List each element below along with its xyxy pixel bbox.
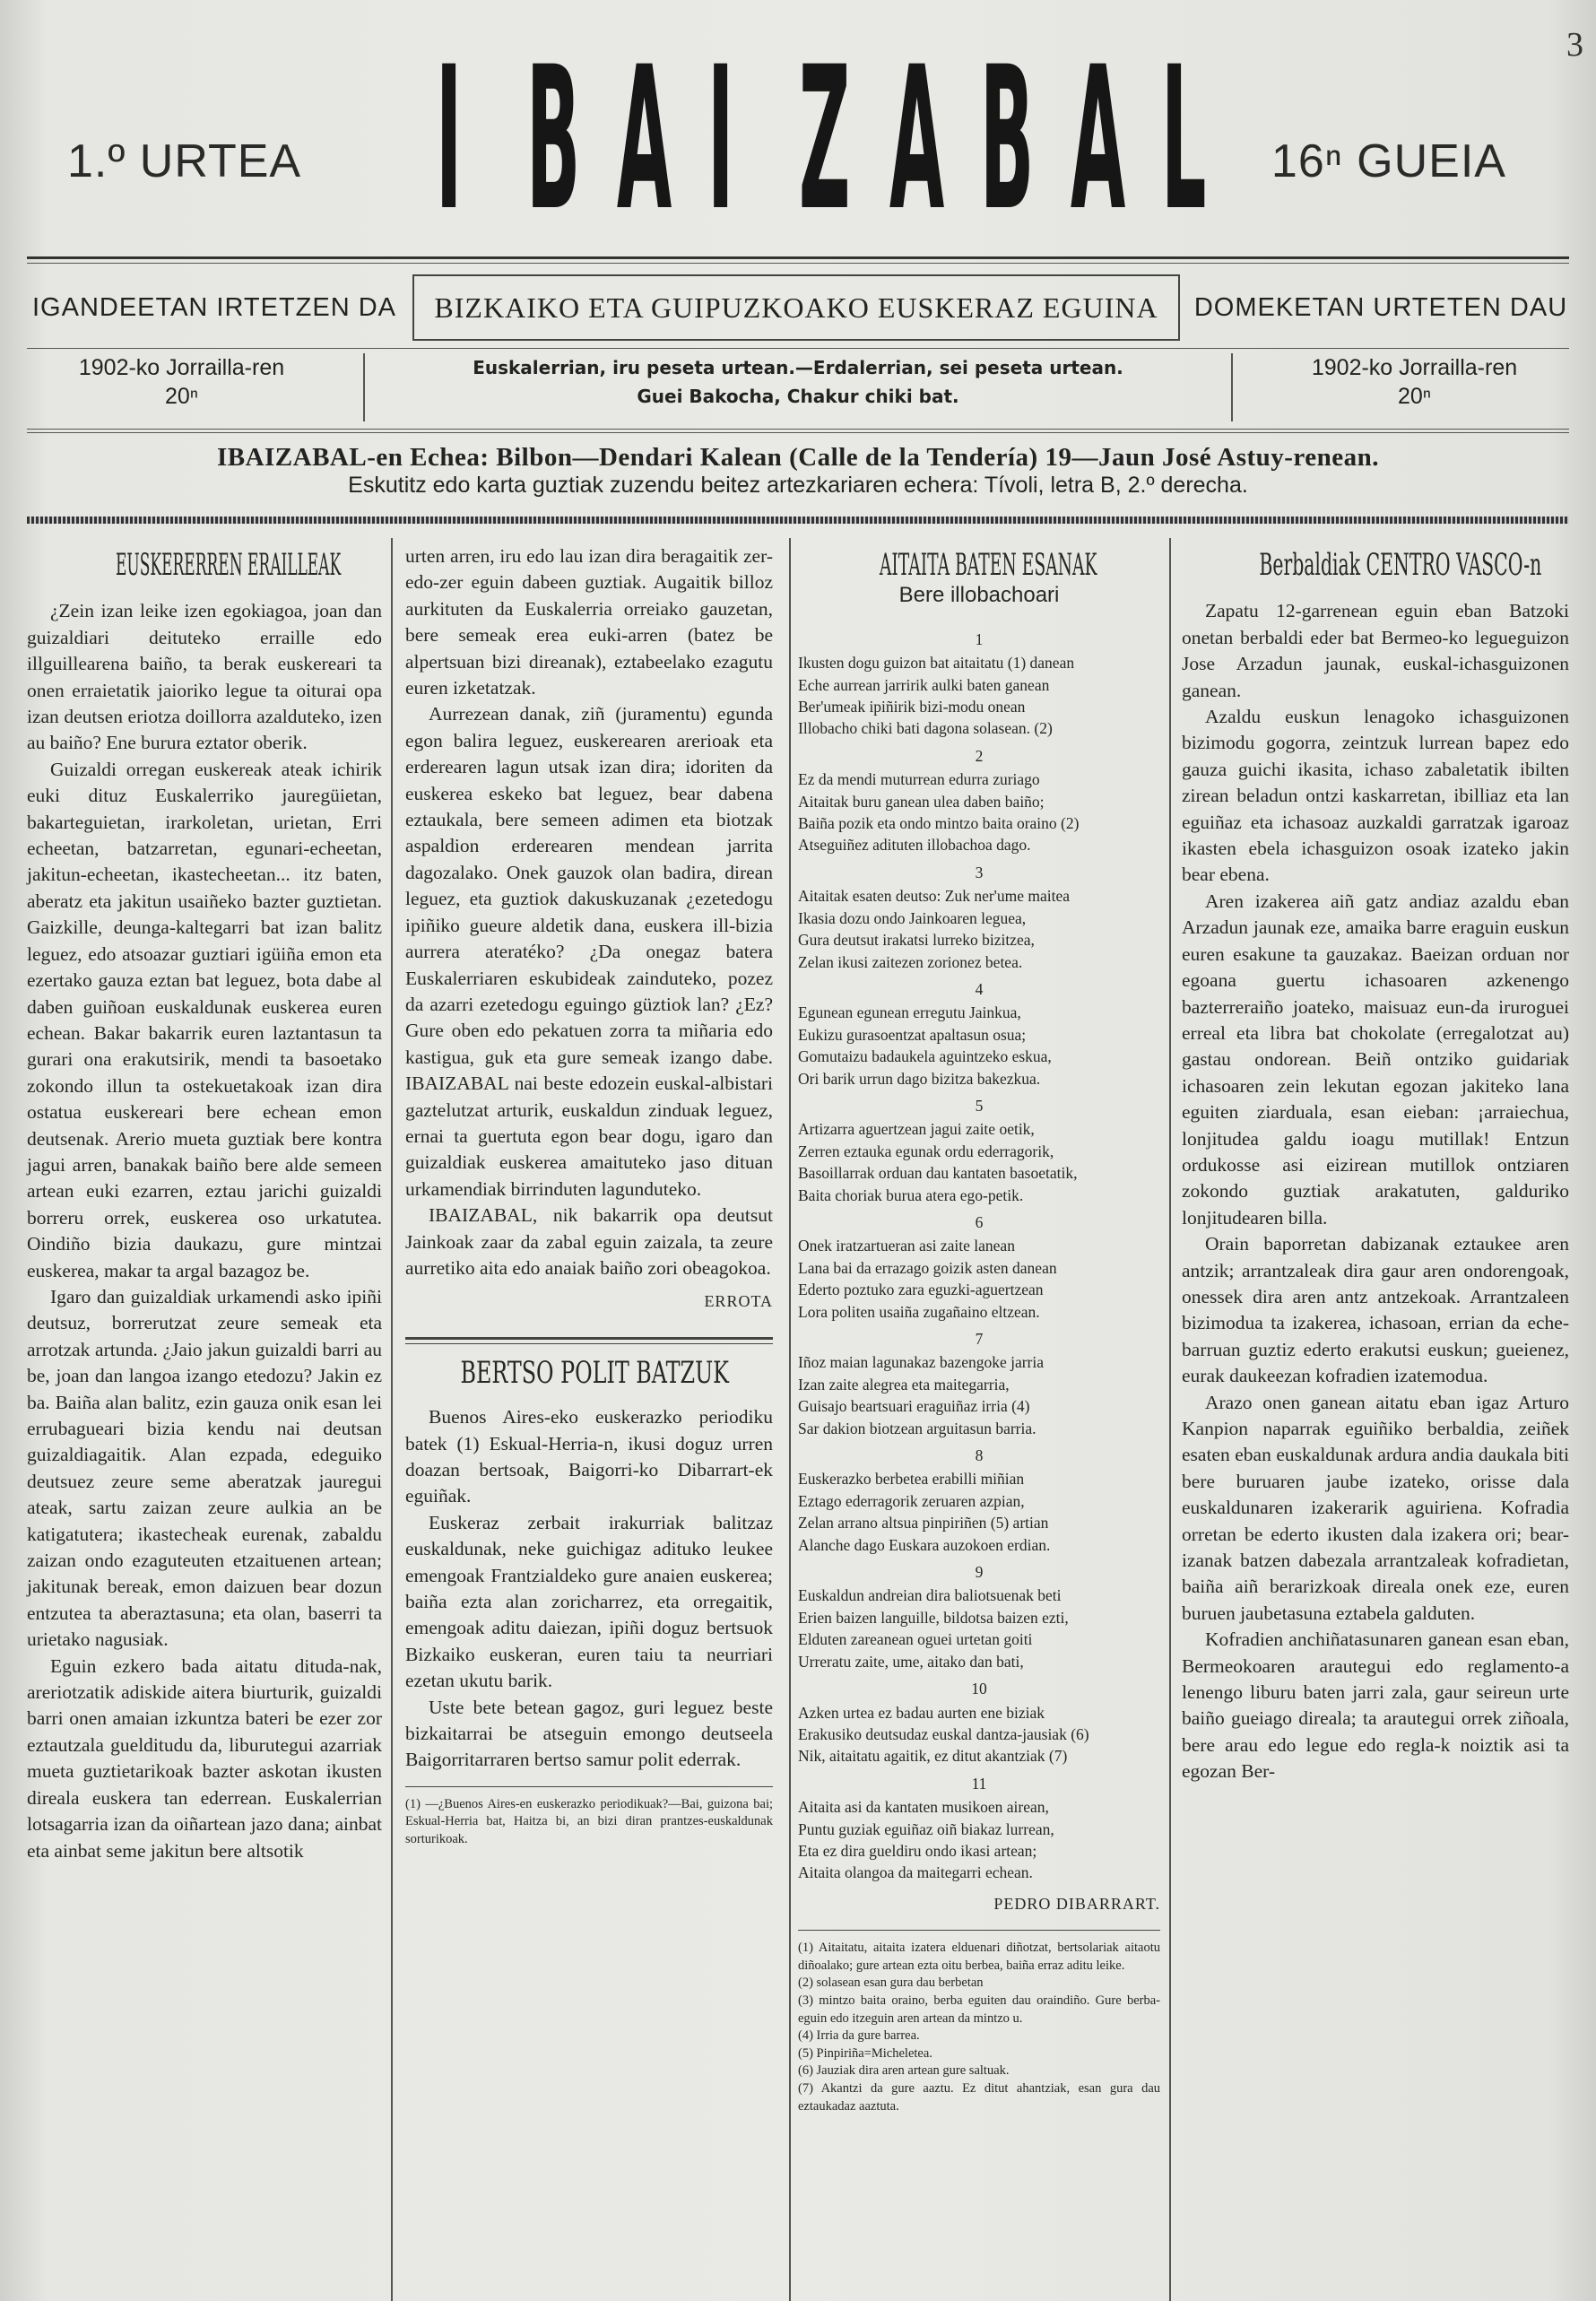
stanza-number: 11 bbox=[971, 1774, 987, 1793]
date-left bbox=[27, 353, 336, 421]
note: (7) Akantzi da gure aaztu. Ez ditut ahantziak, esan gura dau eztaukadaz aaztuta. bbox=[798, 2080, 1160, 2114]
paragraph: Uste bete betean gagoz, guri leguez beste bizkaitarrai be atseguin emongo deutseela Baigorritarraren bertso samur polit ederrak. bbox=[405, 1696, 773, 1771]
poem-line: Erakusiko deutsudaz euskal dantza-jausiak (6) bbox=[798, 1724, 1089, 1743]
paragraph: Aurrezean danak, ziñ (juramentu) egunda egon balira leguez, euskerearen arerioak eta erderearen lagun utsak izan dira; idoriten da euskerea eskeko bat leguez, bear dabena eztaukala, bere semeen adimen eta biotzak aspaldion erderearen mendean jarrita dagozalako. Onek gauzok olan badira, direan leguez, eta guztiok dakuskuzanak ¿ezetedogu ipiñiko gueure aldetik dana, euskera ill-bizia aurrera ateratéko? ¿Da onegaz batera Euskalerriaren eskubideak zainduteko, pozez da azarri ezetedogu eguingo güztiok lan? ¿Ez? Gure oben edo pekatuen zorra ta miñaria edo kastigua, guk eta gure semeak izango dabe. IBAIZABAL nai beste edozein euskal-albistari gaztelutzat arturik, euskaldun zinduak leguez, ernai ta guertuta egon bear dogu, igaro dan guizaldiak euskerea amaituteko jaso dituan urkamendiak birrinduten lagunduteko. bbox=[405, 703, 773, 1200]
stanza-number: 4 bbox=[975, 979, 984, 998]
poem-line: Eukizu gurasoentzat apaltasun osua; bbox=[798, 1025, 1027, 1044]
poem-line: Sar dakion biotzean arguitasun barria. bbox=[798, 1419, 1037, 1437]
article-heading: AITAITA BATEN ESANAK bbox=[879, 547, 1097, 583]
note: (4) Irria da gure barrea. bbox=[798, 2028, 920, 2044]
article-heading: EUSKERERREN ERAILLEAK bbox=[116, 547, 342, 583]
stanza-number: 1 bbox=[975, 630, 984, 648]
page-number: 3 bbox=[1566, 26, 1583, 64]
poem-line: Lora politen usaiña zugañaino eltzean. bbox=[798, 1302, 1040, 1321]
poem-line: Nik, aitaitatu agaitik, ez ditut akantziak (7) bbox=[798, 1747, 1068, 1766]
masthead-title bbox=[412, 24, 1210, 254]
poem-line: Zelan arrano altsua pinpiriñen (5) artian bbox=[798, 1514, 1049, 1533]
poem-line: Baiña pozik eta ondo mintzo baita oraino (2) bbox=[798, 814, 1080, 833]
signature: PEDRO DIBARRART. bbox=[993, 1894, 1160, 1913]
office-address: IBAIZABAL-en Echea: Bilbon—Dendari Kalean (Calle de la Tendería) 19—Jaun José Astuy-renean. bbox=[216, 443, 1380, 472]
poem-line: Ederto poztuko zara eguzki-aguertzean bbox=[798, 1281, 1044, 1299]
masthead-title-letter: A bbox=[617, 24, 672, 254]
article-box-inner bbox=[405, 1343, 773, 1849]
poem-line: Euskaldun andreian dira baliotsuenak beti bbox=[798, 1586, 1062, 1605]
article-heading: BERTSO POLIT BATZUK bbox=[460, 1354, 729, 1391]
masthead-year: 1.º URTEA bbox=[67, 135, 302, 187]
poem-line: Aitaitak buru ganean ulea daben baiño; bbox=[798, 792, 1045, 811]
date-right-day: 20ⁿ bbox=[1398, 384, 1431, 409]
poem-line: Ikusten dogu guizon bat aitaitatu (1) danean bbox=[798, 654, 1075, 673]
poem-line: Ori barik urrun dago bizitza bakezkua. bbox=[798, 1069, 1041, 1088]
stanza-number: 9 bbox=[975, 1563, 984, 1582]
date-right bbox=[1260, 353, 1569, 421]
subtitle-band bbox=[27, 269, 1569, 346]
article-box bbox=[405, 1337, 773, 1849]
poem bbox=[798, 629, 1160, 1884]
column-1 bbox=[27, 543, 382, 1864]
poem-line: Lana bai da errazago goizik asten danean bbox=[798, 1258, 1057, 1277]
address-band bbox=[27, 443, 1569, 506]
stanza-number: 3 bbox=[975, 863, 984, 881]
poem-line: Aitaita olangoa da maitegarri echean. bbox=[798, 1863, 1033, 1882]
masthead-title-letter: I bbox=[707, 24, 734, 254]
column-divider bbox=[1169, 538, 1171, 2301]
stanza-number: 7 bbox=[975, 1330, 984, 1348]
paragraph: Igaro dan guizaldiak urkamendi asko ipiñi deutsuz, borrerutzat zeure semeak eta arrotzak artunda. ¿Jaio jakun guizaldi barri au be, joan dan langoa izango etedozu? Jakin ez ba. Baiña alan balitz, ezin gauza onik esan lei errubagueari bizia kendu nai deutsan guizaldiagaitik. Alan ezpada, edeguiko deutsuez zeure seme aberatzak jauregui ateak, sartu zaizan zeure aulkia an be katigatutera; ikastecheak eurenak, zabaldu zaizan ondo ezaguteuten etzaituenen artean; jakitunak bereak, emon daizuen bear dozun entzutea ta aberaztasuna; eta olan, baserri ta urietako nagusiak. bbox=[27, 1285, 382, 1651]
date-left-day: 20ⁿ bbox=[165, 384, 198, 409]
correspondence-address: Eskutitz edo karta guztiak zuzendu beitez artezkariaren echera: Tívoli, letra B, 2.º derecha. bbox=[348, 473, 1248, 498]
poem-line: Artizarra aguertzean jagui zaite oetik, bbox=[798, 1120, 1035, 1139]
paragraph: Azaldu euskun lenagoko ichasguizonen bizimodu gogorra, zeintzuk lurrean bapez edo gauza guichi ikasita, ichaso zabaletatik ibilten zirean beladun ontzi kaskarretan, ibilliaz eta lan eguiñaz eta ichasoaz auzkaldi garratzak igaroaz ikasten ebela ichasguizon osoak izateko jakin bear ebena. bbox=[1182, 706, 1569, 886]
poem-line: Ber'umeak ipiñirik bizi-modu onean bbox=[798, 698, 1026, 716]
footnote: (1) —¿Buenos Aires-en euskerazko periodikuak?—Bai, guizona bai; Eskual-Herria bat, Haitza bi, an bizi diran prantzes-euskaldunak sorturikoak. bbox=[405, 1786, 773, 1849]
poem-line: Azken urtea ez badau aurten ene biziak bbox=[798, 1703, 1045, 1722]
divider bbox=[27, 429, 1569, 430]
poem-line: Onek iratzartueran asi zaite lanean bbox=[798, 1237, 1015, 1255]
poem-line: Elduten zareanean oguei urtetan goiti bbox=[798, 1630, 1033, 1649]
poem-line: Eche aurrean jarririk aulki baten ganean bbox=[798, 675, 1050, 694]
masthead-title-letter: A bbox=[1070, 24, 1126, 254]
price-info bbox=[363, 353, 1233, 421]
divider bbox=[27, 263, 1569, 264]
publication-day-left: IGANDEETAN IRTETZEN DA bbox=[32, 292, 397, 322]
paragraph: Eguin ezkero bada aitatu dituda-nak, areriotzatik adiskide aitera biurturik, guizaldi barri onen amaian izkuntza bateri be ezer zor eztautzala guelditudu da, liburutegui azarriak mueta guztietarikoak bazter askotan ikusten direala euskera tan ederrean. Euskalerrian lotsagarria izan da oiñartean jazo dana; ainbat eta ainbat seme jakitun bere altsotik bbox=[27, 1654, 382, 1862]
price-single-line: Guei Bakocha, Chakur chiki bat. bbox=[637, 386, 959, 407]
note: (6) Jauziak dira aren artean gure saltuak. bbox=[798, 2063, 1010, 2079]
article-heading: Berbaldiak CENTRO VASCO-n bbox=[1259, 547, 1542, 583]
paragraph: Arazo onen ganean aitatu eban igaz Arturo Kanpion naparrak eguiñiko berbaldia, zeiñek esaten eban euskaldunak ardura andia daukala biti bere buruaren jaube izateko, orisse dala euskaldunaren izakerarik aguiriena. Kofradia orretan be ederto ikusten dala izakera ori; bear-izanak batzen dabezala arrantzaleak kofradietan, baiña aiñ berarizkoak direala onek eze, euren buruen jaubetasuna eztabela galduten. bbox=[1182, 1391, 1569, 1624]
poem-line: Izan zaite alegrea eta maitegarria, bbox=[798, 1375, 1010, 1394]
poem-line: Euskerazko berbetea erabilli miñian bbox=[798, 1470, 1025, 1489]
stanza-number: 5 bbox=[975, 1096, 984, 1115]
divider bbox=[27, 256, 1569, 259]
paragraph: ¿Zein izan leike izen egokiagoa, joan dan guizaldiari deituteko erraille edo illguillearena baiño, ta berak euskereari ta onen erraietatik jaioriko legue ta oiturai opa izan deutsen eriotza doillorra azalduteko, izen au baiño? Ene burura eztator oberik. bbox=[27, 600, 382, 754]
date-price-band bbox=[27, 353, 1569, 421]
poem-line: Alanche dago Euskara auzokoen erdian. bbox=[798, 1535, 1051, 1554]
masthead-title-letter: A bbox=[889, 24, 944, 254]
masthead-title-letter: Z bbox=[798, 24, 850, 254]
poem-line: Baita choriak buruа atera ego-petik. bbox=[798, 1185, 1024, 1204]
paragraph: Zapatu 12-garrenean eguin eban Batzoki onetan berbaldi eder bat Bermeo-ko legueguizon Jose Arzadun jaunak, euskal-ichasguizonen ganean. bbox=[1182, 600, 1569, 701]
masthead-title-letter: B bbox=[979, 24, 1035, 254]
note: (5) Pinpiriña=Micheletea. bbox=[798, 2045, 932, 2061]
column-2 bbox=[405, 543, 773, 1849]
poem-line: Puntu guziak eguiñaz oiñ biakaz lurrean, bbox=[798, 1819, 1054, 1838]
paragraph: Euskeraz zerbait irakurriak balitzaz euskaldunak, neke guichigaz adituko leukee emengoak Frantzialdeko gure anaien euskerea; baiña ezta alan zoricharrez, eta orregaitik, emengoak aditu daiezan, ipiñi doguz bertsuok Bizkaiko euskeran, euren taiu ta neurriari ezetan ukutu barik. bbox=[405, 1511, 773, 1692]
poem-line: Illobacho chiki bati dagona solasean. (2) bbox=[798, 719, 1053, 738]
masthead-title-letter: B bbox=[526, 24, 581, 254]
poem-notes bbox=[798, 1930, 1160, 2115]
note: (1) Aitaitatu, aitaita izatera elduenari diñotzat, bertsolariak aitaotu diñoalako; gure artean ezta oitu berbea, baiña erraz aditu leike. bbox=[798, 1941, 1160, 1973]
date-right-line: 1902-ko Jorrailla-ren bbox=[1311, 355, 1518, 380]
note: (3) mintzo baita oraino, berba eguiten dau oraindiño. Gure berba-eguin edo itzeguin aren artean da mintzo u. bbox=[798, 1993, 1160, 2026]
poem-line: Atseguiñez adituten illobachoa dago. bbox=[798, 836, 1031, 855]
paragraph: Buenos Aires-eko euskerazko periodiku batek (1) Eskual-Herria-n, ikusi doguz urren doazan bertsoak, Baigorri-ko Dibarrart-ek eguiñak. bbox=[405, 1406, 773, 1507]
paragraph: Aren izakerea aiñ gatz andiaz azaldu eban Arzadun jaunak eze, amaika barre eraguin euskun euren esakune ta gauzakaz. Baeizan orduan nor egoana guertu ichasoaren azkenengo bazterreraiño joateko, maisuaz eun-da iruroguei erreal eta libra bat chokolate (erregalotzat au) gastau ondorean. Beiñ ontziko guidariak ichasoaren zein lekutan egozan jakiteko lana eguiten ziardualа, esan eieban: ¡arraiechua, lonjitudea galdu ioagu mutillak! Entzun ordukosse asi eizirean mutillok ontziaren zokondo guztiak arakatuten, galduriko lonjitudearen billa. bbox=[1182, 890, 1569, 1229]
subtitle: BIZKAIKO ETA GUIPUZKOAKO EUSKERAZ EGUINA bbox=[412, 274, 1180, 341]
divider bbox=[27, 432, 1569, 433]
stanza-number: 6 bbox=[975, 1212, 984, 1231]
paragraph: urten arren, iru edo lau izan dira beragaitik zer-edo-zer eguin dabeen guztiak. Augaitik billoz aurkituten da Euskalerria orreiako gauzetan, bere semeak erea euki-arren (batez be alpertsuan bizi direanak), eztabeelako ezagutu euren izketatzak. bbox=[405, 545, 773, 699]
stanza-number: 8 bbox=[975, 1446, 984, 1465]
poem-line: Ez da mendi muturrean edurra zuriago bbox=[798, 770, 1040, 789]
column-4 bbox=[1182, 543, 1569, 1785]
divider bbox=[27, 348, 1569, 349]
poem-line: Zerren eztauka egunak ordu ederragorik, bbox=[798, 1142, 1054, 1160]
date-left-line: 1902-ko Jorrailla-ren bbox=[78, 355, 285, 380]
column-divider bbox=[391, 538, 393, 2301]
stanza-number: 10 bbox=[971, 1680, 987, 1698]
masthead-title-letter: I bbox=[435, 24, 463, 254]
poem-line: Aitaitak esaten deutso: Zuk ner'ume maitea bbox=[798, 887, 1070, 906]
masthead-title-letter: L bbox=[1160, 24, 1207, 254]
poem-line: Ikasia dozu ondo Jainkoaren leguea, bbox=[798, 908, 1027, 927]
paragraph: IBAIZABAL, nik bakarrik opa deutsut Jainkoak zaar da zabal eguin zaizala, ta zeure aurretiko aita edo anaiak baiño zori obeagokoa. bbox=[405, 1204, 773, 1279]
poem-line: Aitaita asi da kantaten musikoen airean, bbox=[798, 1798, 1049, 1817]
signature: ERROTA bbox=[704, 1292, 773, 1311]
column-divider bbox=[789, 538, 791, 2301]
poem-line: Guisajo beartsuari eraguiñaz irria (4) bbox=[798, 1397, 1030, 1416]
poem-line: Gomutaizu badaukela aguintzeko eskua, bbox=[798, 1047, 1052, 1066]
poem-line: Gura deutsut irakatsi lurreko bizitzea, bbox=[798, 931, 1035, 950]
publication-day-right: DOMEKETAN URTETEN DAU bbox=[1193, 292, 1568, 322]
column-3 bbox=[798, 543, 1160, 2115]
poem-line: Iñoz maian lagunakaz bazengoke jarria bbox=[798, 1353, 1045, 1372]
poem-line: Erien baizen languille, bildotsa baizen ezti, bbox=[798, 1608, 1069, 1627]
stanza-number: 2 bbox=[975, 746, 984, 765]
poem-line: Eta ez dira gueldiru ondo ikasi artean; bbox=[798, 1841, 1037, 1860]
masthead-issue: 16ⁿ GUEIA bbox=[1271, 135, 1506, 187]
note: (2) solasean esan gura dau berbetan bbox=[798, 1975, 984, 1991]
poem-line: Egunean egunean erregutu Jainkua, bbox=[798, 1003, 1021, 1022]
paragraph: Guizaldi orregan euskereak ateak ichirik euki dituz Euskalerriko jauregüietan, bakarteguietan, irarkoletan, urietan, Erri echeetan, batzarretan, egunari-echeetan, jakitun-echeetan, ikastecheetan... itz baten, aberatz eta jakitun usaiñeko bazter guztietan. Gaizkille, deunga-kaltegarri bat izan balitz leguez, edo atsoazar guztiari igüiña emon eta ezertako gauza eztan bat leguez, bota dabe al daben guiñoan euskaldunak euskerea euren echean. Bakar bakarrik euren laztantasun ta gurari ona erakutsirik, mendi ta basoetako zokondo illun ta ostekuetakoak izan dira ostatua euskereari bere echean emon deutsenak. Arerio mueta guztiak bere kontra jagui arren, banakak baiño bere alde semeen artean euki ezarren, eztau jarichi guizaldi borreru orrek, euskerea oso urkatutea. Oindiño bizia daukazu, gure mintzai euskerea, makar ta argal bazagoz be. bbox=[27, 758, 382, 1281]
paragraph: Orain baporretan dabizanak eztaukee aren antzik; arrantzaleak dira gaur aren ondorengoak, onessek dira aren antz antzekoak. Arrantzaleen bizimodua ta izakerea, ichasoan, errian da eche-barruan guztiz ederto erakutsi euskun; gueienez, eurak daukeezan kofradien izatemodua. bbox=[1182, 1233, 1569, 1387]
price-line: Euskalerrian, iru peseta urtean.—Erdalerrian, sei peseta urtean. bbox=[473, 357, 1123, 378]
poem-line: Zelan ikusi zaitezen zorionez betea. bbox=[798, 952, 1023, 971]
dotted-divider bbox=[27, 517, 1569, 524]
poem-line: Urreratu zaite, ume, aitako dan bati, bbox=[798, 1652, 1024, 1671]
masthead bbox=[27, 24, 1569, 254]
paragraph: Kofradien anchiñatasunaren ganean esan eban, Bermeokoaren arautegui edo reglamento-a lenengo liburu baten jarri zala, gaur seireun urte baiño gueiago direala; ta arautegui orrek ziñoala, bere arau edo legue edo regla-k noiztik asi ta egozan Ber- bbox=[1182, 1628, 1569, 1783]
article-subheading: Bere illobachoari bbox=[898, 583, 1060, 608]
poem-line: Basoillarrak orduan dau kantaten basoetatik, bbox=[798, 1164, 1078, 1183]
poem-line: Eztago ederragorik zeruaren azpian, bbox=[798, 1491, 1025, 1510]
